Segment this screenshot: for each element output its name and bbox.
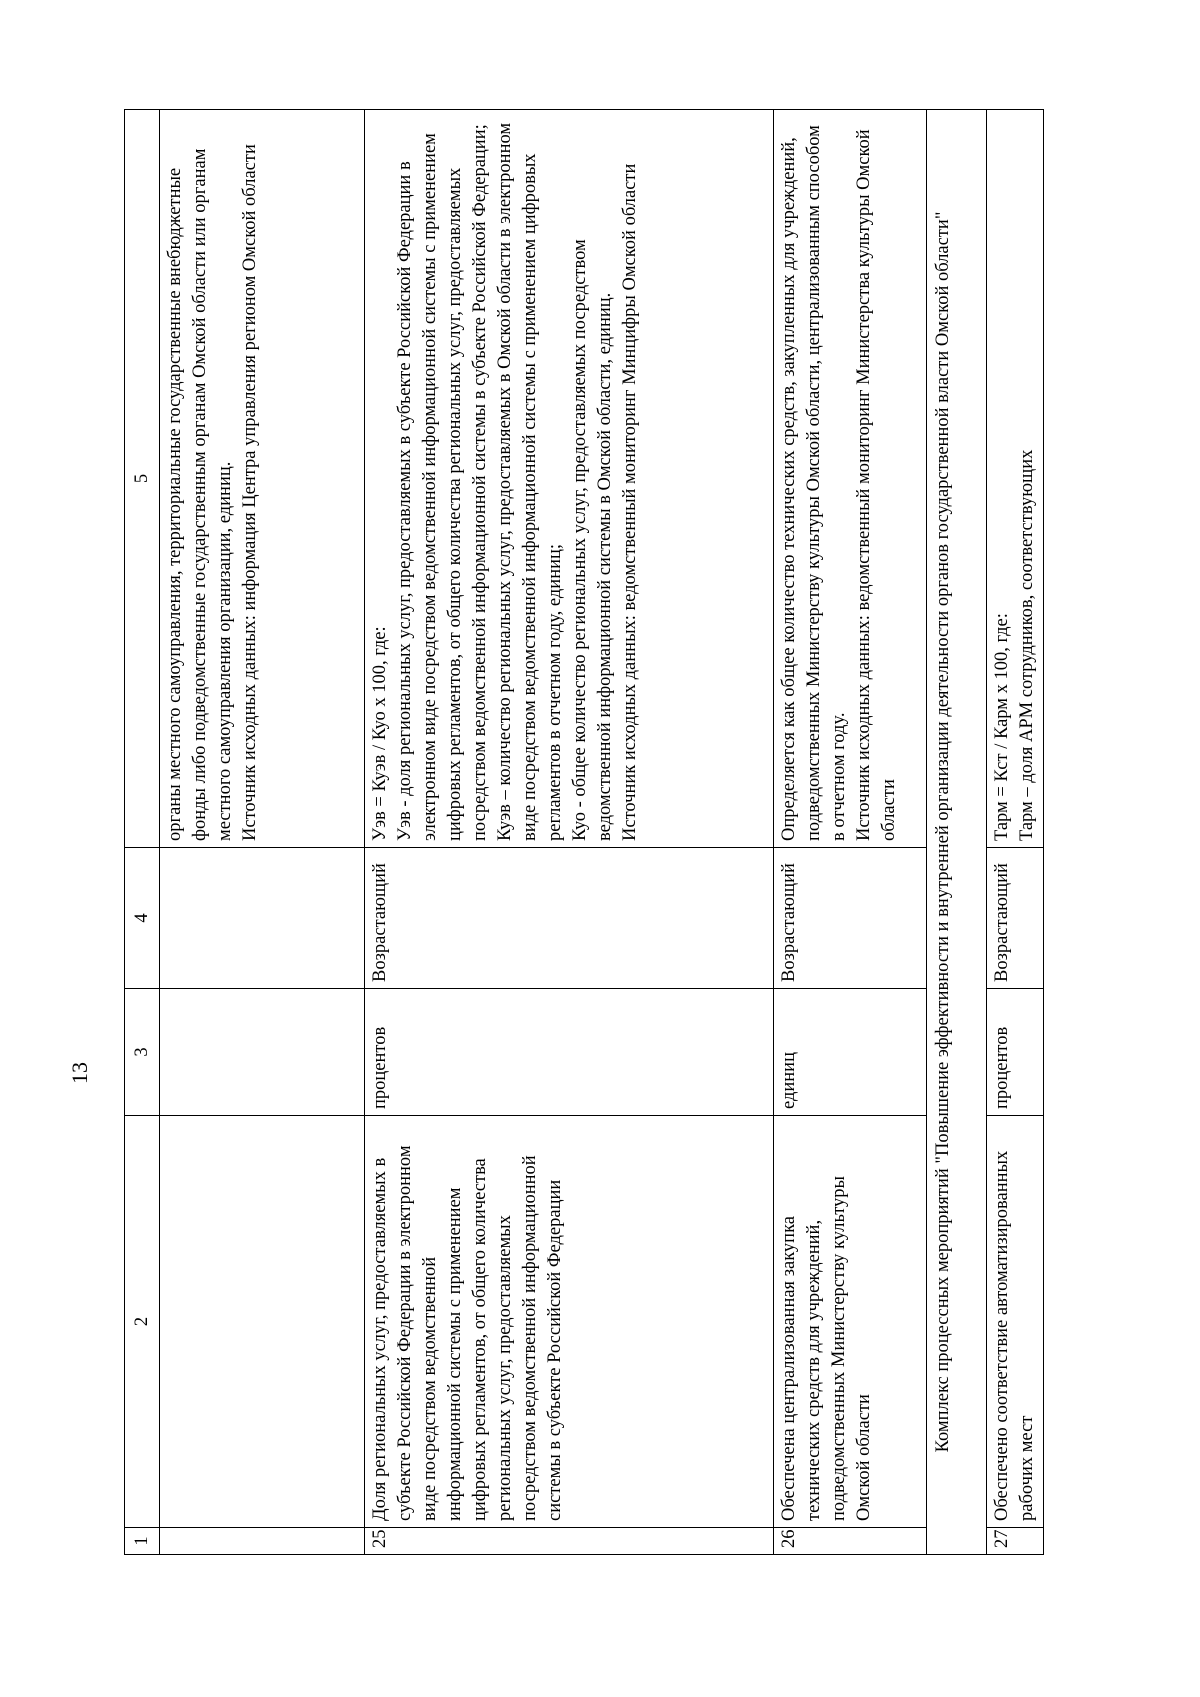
cell-trend: Возрастающий — [987, 848, 1044, 989]
cell-empty — [160, 848, 365, 989]
indicators-table — [124, 109, 1044, 1555]
cell-number: 25 — [365, 1528, 774, 1555]
cell-empty — [160, 989, 365, 1116]
table-row-25 — [365, 110, 774, 1555]
cell-indicator-name: Обеспечена централизованная закупка технических средств для учреждений, подведомственных Министерству культуры Омской области — [774, 1116, 927, 1528]
cell-unit: процентов — [365, 989, 774, 1116]
cell-method — [365, 110, 774, 848]
cell-trend: Возрастающий — [774, 848, 927, 989]
cell-method — [987, 110, 1044, 848]
cell-method-text: Уэв = Куэв / Куо x 100, где: Уэв - доля региональных услуг, предоставляемых в субъекте Российской Федерации в электронном виде посредством ведомственной информационной системы с применением цифровых регламентов, от общего количества региональных услуг, предоставляемых посредством ведомственной информационной системы в субъекте Российской Федерации; Куэв – количество региональных услуг, предоставляемых в Омской области в электронном виде посредством ведомственной информационной системы с применением цифровых регламентов в отчетном году, единиц; Куо - общее количество региональных услуг, предоставляемых посредством ведомственной информационной системы в Омской области, единиц. Источник исходных данных: ведомственный мониторинг Минцифры Омской области — [370, 122, 640, 841]
header-col-4: 4 — [125, 848, 160, 989]
cell-method-text: Определяется как общее количество технических средств, закупленных для учреждений, подведомственных Министерству культуры Омской области, централизованным способом в отчетном году. Источник исходных данных: ведомственный мониторинг Министерства культуры Омской области — [779, 125, 899, 841]
table-row-26 — [774, 110, 927, 1555]
cell-method-text: органы местного самоуправления, территориальные государственные внебюджетные фонды либо подведомственные государственным органам Омской области или органам местного самоуправления организации, единиц. Источник исходных данных: информация Центра управления регионом Омской области — [165, 144, 260, 841]
table-row-continuation — [160, 110, 365, 1555]
header-col-2: 2 — [125, 1116, 160, 1528]
cell-empty — [160, 1116, 365, 1528]
cell-number: 27 — [987, 1528, 1044, 1555]
cell-method — [160, 110, 365, 848]
cell-unit: единиц — [774, 989, 927, 1116]
table-row-27 — [987, 110, 1044, 1555]
cell-unit: процентов — [987, 989, 1044, 1116]
cell-method-text: Тарм = Кст / Карм x 100, где: Тарм – доля АРМ сотрудников, соответствующих — [992, 449, 1037, 841]
rotated-table-container — [124, 110, 1068, 1555]
cell-method — [774, 110, 927, 848]
cell-trend: Возрастающий — [365, 848, 774, 989]
header-col-3: 3 — [125, 989, 160, 1116]
section-row — [927, 110, 987, 1555]
cell-indicator-name: Доля региональных услуг, предоставляемых в субъекте Российской Федерации в электронном виде посредством ведомственной информационной системы с применением цифровых регламентов, от общего количества региональных услуг, предоставляемых посредством ведомственной информационной системы в субъекте Российской Федерации — [365, 1116, 774, 1528]
header-col-5: 5 — [125, 110, 160, 848]
cell-empty — [160, 1528, 365, 1555]
cell-indicator-name: Обеспечено соответствие автоматизированных рабочих мест — [987, 1116, 1044, 1528]
header-col-1: 1 — [125, 1528, 160, 1555]
page-number: 13 — [67, 1062, 92, 1084]
section-title: Комплекс процессных мероприятий "Повышение эффективности и внутренней организации деятельности органов государственной власти Омской области" — [927, 110, 987, 1555]
cell-number: 26 — [774, 1528, 927, 1555]
header-row — [125, 110, 160, 1555]
